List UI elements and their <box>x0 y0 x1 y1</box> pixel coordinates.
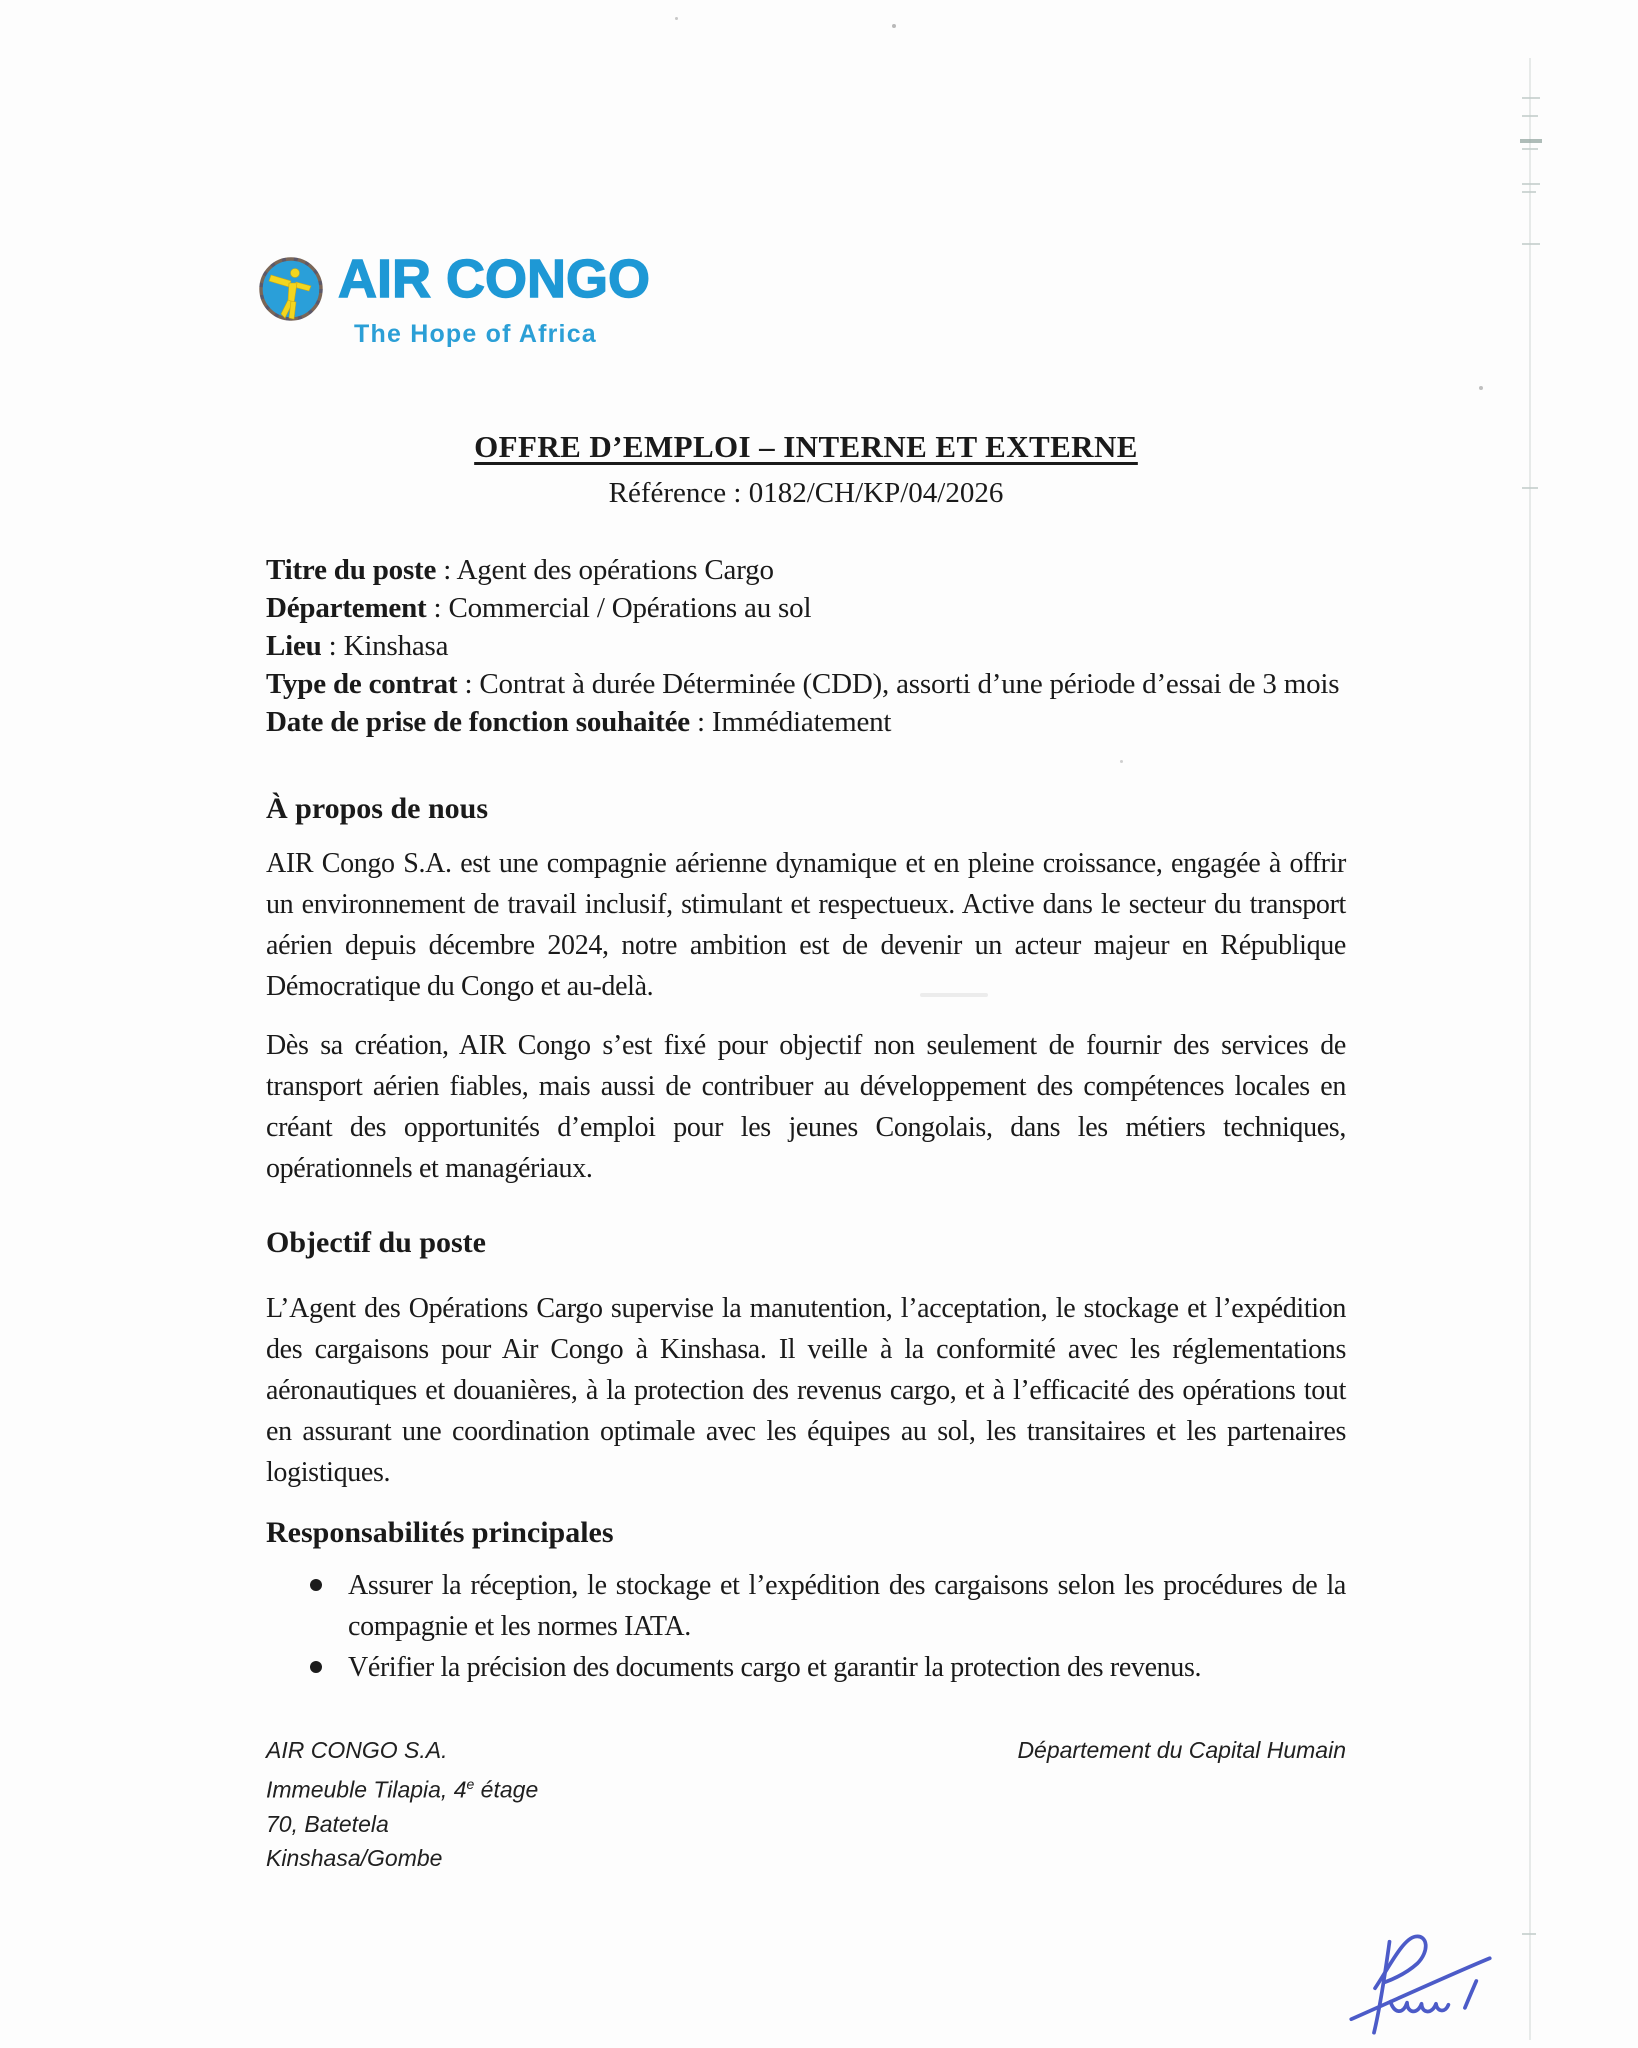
detail-label: Titre du poste <box>266 554 437 586</box>
brand-tagline: The Hope of Africa <box>354 320 597 348</box>
list-item <box>266 1565 1346 1647</box>
section-heading-responsabilites: Responsabilités principales <box>266 1516 614 1549</box>
paragraph-line: aérien depuis décembre 2024, notre ambition est de devenir un acteur majeur en République <box>266 930 1346 961</box>
scan-edge-line <box>1529 58 1531 2040</box>
job-details-list <box>266 551 1426 741</box>
footer-address-line: Kinshasa/Gombe <box>266 1844 443 1871</box>
detail-separator: : <box>457 668 480 700</box>
detail-label: Type de contrat <box>266 668 458 700</box>
paragraph-line: Dès sa création, AIR Congo s’est fixé pour objectif non seulement de fournir des services de <box>266 1030 1346 1061</box>
title-block <box>266 427 1346 511</box>
detail-label: Département <box>266 592 427 624</box>
paragraph-line: des cargaisons pour Air Congo à Kinshasa. Il veille à la conformité avec les réglementations <box>266 1334 1346 1365</box>
flying-figure-emblem-icon <box>258 256 324 322</box>
detail-separator: : <box>436 554 457 586</box>
footer-department: Département du Capital Humain <box>1017 1737 1346 1763</box>
about-paragraph-2 <box>266 1025 1346 1189</box>
detail-label: Lieu <box>266 630 322 662</box>
scan-tick <box>1522 1933 1536 1935</box>
scan-speck <box>1479 386 1483 390</box>
paragraph-line: aéronautiques et douanières, à la protection des revenus cargo, et à l’efficacité des opérations tout <box>266 1375 1346 1406</box>
about-paragraph-1 <box>266 843 1346 1007</box>
detail-row-lieu <box>266 627 1426 665</box>
detail-value: Immédiatement <box>711 706 892 738</box>
bullet-marker-icon <box>310 1579 322 1591</box>
scan-smudge <box>920 993 988 997</box>
footer-address-text: Immeuble Tilapia, 4 <box>266 1776 467 1803</box>
paragraph-line: transport aérien fiables, mais aussi de contribuer au développement des compétences locales en <box>266 1071 1346 1102</box>
scan-tick <box>1522 191 1536 193</box>
scan-tick <box>1522 487 1538 489</box>
scan-tick <box>1522 243 1540 245</box>
detail-value: Contrat à durée Déterminée (CDD), assorti d’une période d’essai de 3 mois <box>479 668 1340 700</box>
paragraph-line: logistiques. <box>266 1457 391 1488</box>
paragraph-line: opérationnels et managériaux. <box>266 1153 593 1184</box>
scan-tick <box>1522 97 1540 99</box>
detail-separator: : <box>321 630 344 662</box>
signature-handwritten-icon <box>1343 1922 1498 2040</box>
footer-company-name: AIR CONGO S.A. <box>266 1737 448 1763</box>
detail-row-departement <box>266 589 1426 627</box>
bullet-line: Vérifier la précision des documents cargo et garantir la protection des revenus. <box>348 1652 1202 1683</box>
detail-label: Date de prise de fonction souhaitée <box>266 706 690 738</box>
footer-address-line: 70, Batetela <box>266 1810 389 1837</box>
paragraph-line: créant des opportunités d’emploi pour les jeunes Congolais, dans les métiers techniques, <box>266 1112 1346 1143</box>
objectif-paragraph <box>266 1288 1346 1493</box>
detail-value: Agent des opérations Cargo <box>456 554 774 586</box>
bullet-line: compagnie et les normes IATA. <box>348 1611 691 1642</box>
job-offer-title: OFFRE D’EMPLOI – INTERNE ET EXTERNE <box>474 429 1138 464</box>
detail-row-titre <box>266 551 1426 589</box>
scan-speck <box>1120 760 1123 763</box>
paragraph-line: L’Agent des Opérations Cargo supervise la manutention, l’acceptation, le stockage et l’expédition <box>266 1293 1346 1324</box>
footer-address-line <box>266 1767 538 1807</box>
paragraph-line: AIR Congo S.A. est une compagnie aérienne dynamique et en pleine croissance, engagée à offrir <box>266 848 1346 879</box>
scan-tick <box>1522 183 1540 185</box>
scan-speck <box>675 17 678 20</box>
footer-address-text: étage <box>474 1776 539 1803</box>
scan-tick <box>1522 115 1538 117</box>
scan-tick <box>1520 139 1542 143</box>
paragraph-line: Démocratique du Congo et au-delà. <box>266 971 654 1002</box>
section-heading-about: À propos de nous <box>266 792 489 825</box>
bullet-line: Assurer la réception, le stockage et l’expédition des cargaisons selon les procédures de la <box>348 1570 1346 1601</box>
brand-name: AIR CONGO <box>338 249 651 309</box>
detail-row-date <box>266 703 1426 741</box>
responsibilities-list <box>266 1565 1346 1688</box>
detail-value: Kinshasa <box>343 630 449 662</box>
list-item <box>266 1647 1346 1688</box>
detail-value: Commercial / Opérations au sol <box>448 592 812 624</box>
paragraph-line: en assurant une coordination optimale avec les équipes au sol, les transitaires et les partenaires <box>266 1416 1346 1447</box>
detail-separator: : <box>426 592 449 624</box>
detail-row-contrat <box>266 665 1426 703</box>
scan-speck <box>892 24 896 28</box>
section-heading-objectif: Objectif du poste <box>266 1226 486 1259</box>
scan-tick <box>1522 148 1538 150</box>
paragraph-line: un environnement de travail inclusif, stimulant et respectueux. Active dans le secteur du transport <box>266 889 1346 920</box>
footer-address-sup: e <box>466 1776 475 1792</box>
bullet-marker-icon <box>310 1661 322 1673</box>
reference-line: Référence : 0182/CH/KP/04/2026 <box>608 477 1004 509</box>
detail-separator: : <box>689 706 712 738</box>
